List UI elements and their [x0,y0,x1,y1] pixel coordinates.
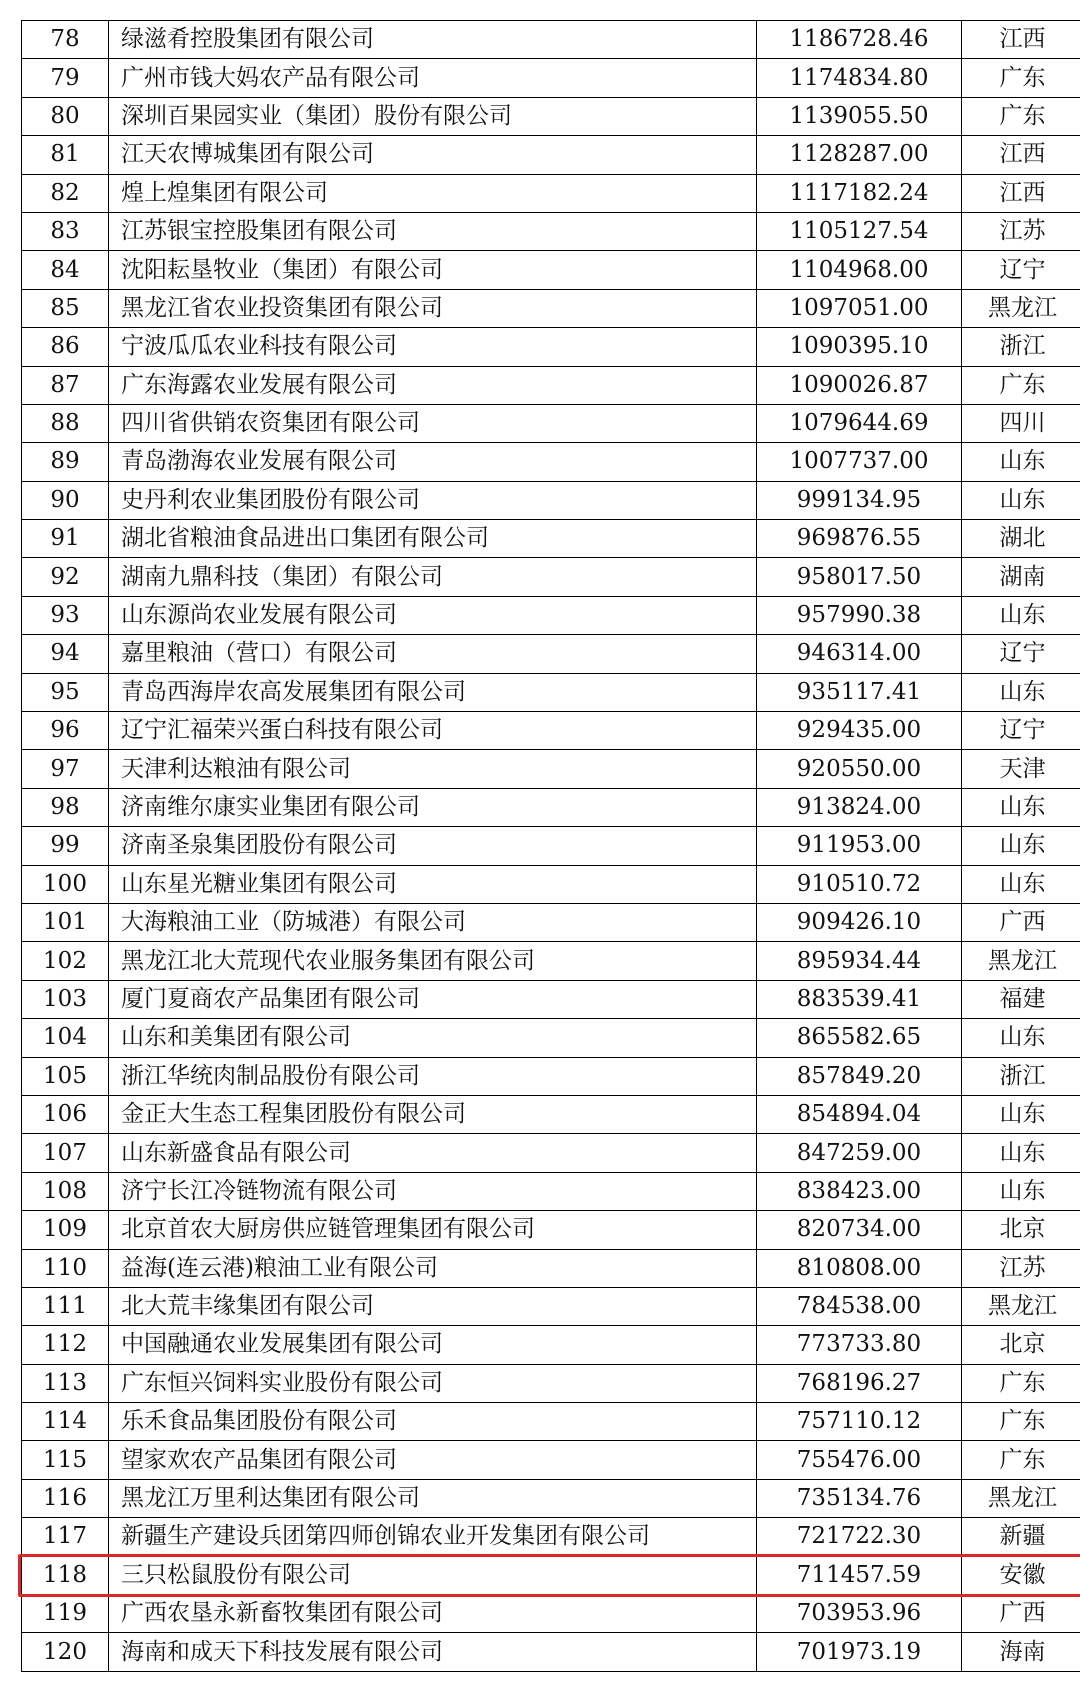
company-name-cell: 沈阳耘垦牧业（集团）有限公司 [109,251,757,289]
table-row [22,328,1080,366]
rank-cell: 89 [22,443,109,481]
revenue-cell: 757110.12 [757,1403,962,1441]
company-name-cell: 嘉里粮油（营口）有限公司 [109,635,757,673]
company-name-cell: 济南维尔康实业集团有限公司 [109,788,757,826]
revenue-cell: 865582.65 [757,1019,962,1057]
region-cell: 山东 [962,596,1080,634]
company-name-cell: 大海粮油工业（防城港）有限公司 [109,903,757,941]
company-name-cell: 山东星光糖业集团有限公司 [109,865,757,903]
revenue-cell: 920550.00 [757,750,962,788]
company-name-cell: 北京首农大厨房供应链管理集团有限公司 [109,1211,757,1249]
company-name-cell: 金正大生态工程集团股份有限公司 [109,1095,757,1133]
region-cell: 山东 [962,1172,1080,1210]
rank-cell: 109 [22,1211,109,1249]
region-cell: 海南 [962,1633,1080,1671]
table-row [22,1364,1080,1402]
region-cell: 江西 [962,174,1080,212]
revenue-cell: 784538.00 [757,1287,962,1325]
region-cell: 广东 [962,1441,1080,1479]
table-row [22,1134,1080,1172]
rank-cell: 110 [22,1249,109,1287]
table-row [22,1518,1080,1556]
region-cell: 广东 [962,1364,1080,1402]
rank-cell: 118 [22,1556,109,1594]
rank-cell: 104 [22,1019,109,1057]
region-cell: 北京 [962,1326,1080,1364]
region-cell: 山东 [962,865,1080,903]
revenue-cell: 969876.55 [757,520,962,558]
rank-cell: 111 [22,1287,109,1325]
revenue-cell: 735134.76 [757,1479,962,1517]
revenue-cell: 1186728.46 [757,21,962,59]
table-row [22,1249,1080,1287]
revenue-cell: 1139055.50 [757,97,962,135]
table-row [22,251,1080,289]
region-cell: 四川 [962,404,1080,442]
table-row [22,1287,1080,1325]
rank-cell: 119 [22,1595,109,1633]
company-name-cell: 煌上煌集团有限公司 [109,174,757,212]
table-row [22,404,1080,442]
table-row [22,596,1080,634]
company-name-cell: 北大荒丰缘集团有限公司 [109,1287,757,1325]
revenue-cell: 810808.00 [757,1249,962,1287]
company-name-cell: 乐禾食品集团股份有限公司 [109,1403,757,1441]
region-cell: 山东 [962,1095,1080,1133]
company-name-cell: 济宁长江冷链物流有限公司 [109,1172,757,1210]
rank-cell: 114 [22,1403,109,1441]
region-cell: 黑龙江 [962,289,1080,327]
region-cell: 山东 [962,827,1080,865]
revenue-cell: 946314.00 [757,635,962,673]
region-cell: 山东 [962,673,1080,711]
table-row [22,1556,1080,1594]
revenue-cell: 883539.41 [757,980,962,1018]
revenue-cell: 929435.00 [757,712,962,750]
company-name-cell: 天津利达粮油有限公司 [109,750,757,788]
revenue-cell: 773733.80 [757,1326,962,1364]
region-cell: 山东 [962,1134,1080,1172]
table-row [22,443,1080,481]
rank-cell: 105 [22,1057,109,1095]
rank-cell: 93 [22,596,109,634]
revenue-cell: 1079644.69 [757,404,962,442]
company-name-cell: 湖南九鼎科技（集团）有限公司 [109,558,757,596]
region-cell: 天津 [962,750,1080,788]
company-name-cell: 广西农垦永新畜牧集团有限公司 [109,1595,757,1633]
company-name-cell: 史丹利农业集团股份有限公司 [109,481,757,519]
company-name-cell: 广州市钱大妈农产品有限公司 [109,59,757,97]
region-cell: 山东 [962,481,1080,519]
region-cell: 江苏 [962,1249,1080,1287]
rank-cell: 81 [22,136,109,174]
table-row [22,635,1080,673]
company-name-cell: 厦门夏商农产品集团有限公司 [109,980,757,1018]
revenue-cell: 999134.95 [757,481,962,519]
company-name-cell: 深圳百果园实业（集团）股份有限公司 [109,97,757,135]
revenue-cell: 957990.38 [757,596,962,634]
revenue-cell: 703953.96 [757,1595,962,1633]
revenue-cell: 857849.20 [757,1057,962,1095]
region-cell: 广东 [962,1403,1080,1441]
company-name-cell: 济南圣泉集团股份有限公司 [109,827,757,865]
rank-cell: 92 [22,558,109,596]
table-row [22,750,1080,788]
region-cell: 安徽 [962,1556,1080,1594]
table-row [22,481,1080,519]
revenue-cell: 721722.30 [757,1518,962,1556]
rank-cell: 82 [22,174,109,212]
rank-cell: 98 [22,788,109,826]
company-name-cell: 宁波瓜瓜农业科技有限公司 [109,328,757,366]
region-cell: 浙江 [962,328,1080,366]
table-row [22,1595,1080,1633]
revenue-cell: 958017.50 [757,558,962,596]
company-name-cell: 益海(连云港)粮油工业有限公司 [109,1249,757,1287]
rank-cell: 107 [22,1134,109,1172]
table-body [22,21,1080,1672]
table-row [22,59,1080,97]
revenue-cell: 895934.44 [757,942,962,980]
revenue-cell: 1117182.24 [757,174,962,212]
rank-cell: 96 [22,712,109,750]
region-cell: 福建 [962,980,1080,1018]
company-name-cell: 海南和成天下科技发展有限公司 [109,1633,757,1671]
rank-cell: 94 [22,635,109,673]
table-row [22,366,1080,404]
rank-cell: 103 [22,980,109,1018]
rank-cell: 106 [22,1095,109,1133]
table-row [22,558,1080,596]
table-row [22,1172,1080,1210]
company-name-cell: 山东和美集团有限公司 [109,1019,757,1057]
table-row [22,97,1080,135]
company-name-cell: 四川省供销农资集团有限公司 [109,404,757,442]
revenue-cell: 847259.00 [757,1134,962,1172]
company-name-cell: 青岛西海岸农高发展集团有限公司 [109,673,757,711]
table-row [22,942,1080,980]
revenue-cell: 820734.00 [757,1211,962,1249]
rank-cell: 102 [22,942,109,980]
region-cell: 湖北 [962,520,1080,558]
region-cell: 山东 [962,788,1080,826]
region-cell: 北京 [962,1211,1080,1249]
company-name-cell: 浙江华统肉制品股份有限公司 [109,1057,757,1095]
region-cell: 江西 [962,136,1080,174]
table-row [22,788,1080,826]
company-name-cell: 广东海露农业发展有限公司 [109,366,757,404]
company-name-cell: 辽宁汇福荣兴蛋白科技有限公司 [109,712,757,750]
region-cell: 广东 [962,366,1080,404]
region-cell: 湖南 [962,558,1080,596]
table-row [22,1403,1080,1441]
rank-cell: 90 [22,481,109,519]
region-cell: 山东 [962,443,1080,481]
region-cell: 浙江 [962,1057,1080,1095]
table-row [22,136,1080,174]
company-name-cell: 新疆生产建设兵团第四师创锦农业开发集团有限公司 [109,1518,757,1556]
rank-cell: 78 [22,21,109,59]
table-row [22,174,1080,212]
revenue-cell: 1090026.87 [757,366,962,404]
revenue-cell: 1097051.00 [757,289,962,327]
region-cell: 山东 [962,1019,1080,1057]
revenue-cell: 1105127.54 [757,212,962,250]
revenue-cell: 1174834.80 [757,59,962,97]
company-name-cell: 青岛渤海农业发展有限公司 [109,443,757,481]
table-row [22,980,1080,1018]
company-name-cell: 望家欢农产品集团有限公司 [109,1441,757,1479]
table-row [22,1441,1080,1479]
table-row [22,1633,1080,1671]
table-row [22,1095,1080,1133]
rank-cell: 112 [22,1326,109,1364]
region-cell: 新疆 [962,1518,1080,1556]
region-cell: 黑龙江 [962,1479,1080,1517]
table-row [22,673,1080,711]
company-name-cell: 江苏银宝控股集团有限公司 [109,212,757,250]
region-cell: 辽宁 [962,251,1080,289]
company-name-cell: 中国融通农业发展集团有限公司 [109,1326,757,1364]
region-cell: 广东 [962,97,1080,135]
table-row [22,1057,1080,1095]
revenue-cell: 909426.10 [757,903,962,941]
company-name-cell: 山东新盛食品有限公司 [109,1134,757,1172]
revenue-cell: 913824.00 [757,788,962,826]
revenue-cell: 935117.41 [757,673,962,711]
company-name-cell: 绿滋肴控股集团有限公司 [109,21,757,59]
company-name-cell: 三只松鼠股份有限公司 [109,1556,757,1594]
table-row [22,21,1080,59]
table-row [22,903,1080,941]
region-cell: 辽宁 [962,712,1080,750]
revenue-cell: 911953.00 [757,827,962,865]
table-row [22,520,1080,558]
rank-cell: 120 [22,1633,109,1671]
rank-cell: 101 [22,903,109,941]
revenue-cell: 755476.00 [757,1441,962,1479]
table-row [22,865,1080,903]
revenue-cell: 711457.59 [757,1556,962,1594]
company-name-cell: 江天农博城集团有限公司 [109,136,757,174]
company-name-cell: 广东恒兴饲料实业股份有限公司 [109,1364,757,1402]
revenue-cell: 1090395.10 [757,328,962,366]
region-cell: 广东 [962,59,1080,97]
rank-cell: 100 [22,865,109,903]
rank-cell: 80 [22,97,109,135]
table-row [22,1479,1080,1517]
rank-cell: 99 [22,827,109,865]
region-cell: 辽宁 [962,635,1080,673]
table-row [22,212,1080,250]
table-row [22,1019,1080,1057]
rank-cell: 85 [22,289,109,327]
rank-cell: 84 [22,251,109,289]
region-cell: 黑龙江 [962,942,1080,980]
table-row [22,827,1080,865]
table-row [22,1211,1080,1249]
rank-cell: 113 [22,1364,109,1402]
rank-cell: 116 [22,1479,109,1517]
table-row [22,289,1080,327]
revenue-cell: 854894.04 [757,1095,962,1133]
region-cell: 广西 [962,1595,1080,1633]
rank-cell: 108 [22,1172,109,1210]
rank-cell: 117 [22,1518,109,1556]
revenue-cell: 1128287.00 [757,136,962,174]
company-name-cell: 湖北省粮油食品进出口集团有限公司 [109,520,757,558]
company-name-cell: 黑龙江北大荒现代农业服务集团有限公司 [109,942,757,980]
rank-cell: 91 [22,520,109,558]
rank-cell: 95 [22,673,109,711]
rank-cell: 87 [22,366,109,404]
table-row [22,712,1080,750]
rank-cell: 86 [22,328,109,366]
ranking-table [21,20,1080,1672]
region-cell: 广西 [962,903,1080,941]
region-cell: 黑龙江 [962,1287,1080,1325]
rank-cell: 97 [22,750,109,788]
rank-cell: 115 [22,1441,109,1479]
company-name-cell: 黑龙江省农业投资集团有限公司 [109,289,757,327]
rank-cell: 83 [22,212,109,250]
revenue-cell: 1104968.00 [757,251,962,289]
rank-cell: 79 [22,59,109,97]
revenue-cell: 910510.72 [757,865,962,903]
revenue-cell: 768196.27 [757,1364,962,1402]
rank-cell: 88 [22,404,109,442]
revenue-cell: 701973.19 [757,1633,962,1671]
region-cell: 江西 [962,21,1080,59]
company-name-cell: 山东源尚农业发展有限公司 [109,596,757,634]
revenue-cell: 1007737.00 [757,443,962,481]
revenue-cell: 838423.00 [757,1172,962,1210]
company-name-cell: 黑龙江万里利达集团有限公司 [109,1479,757,1517]
region-cell: 江苏 [962,212,1080,250]
table-row [22,1326,1080,1364]
